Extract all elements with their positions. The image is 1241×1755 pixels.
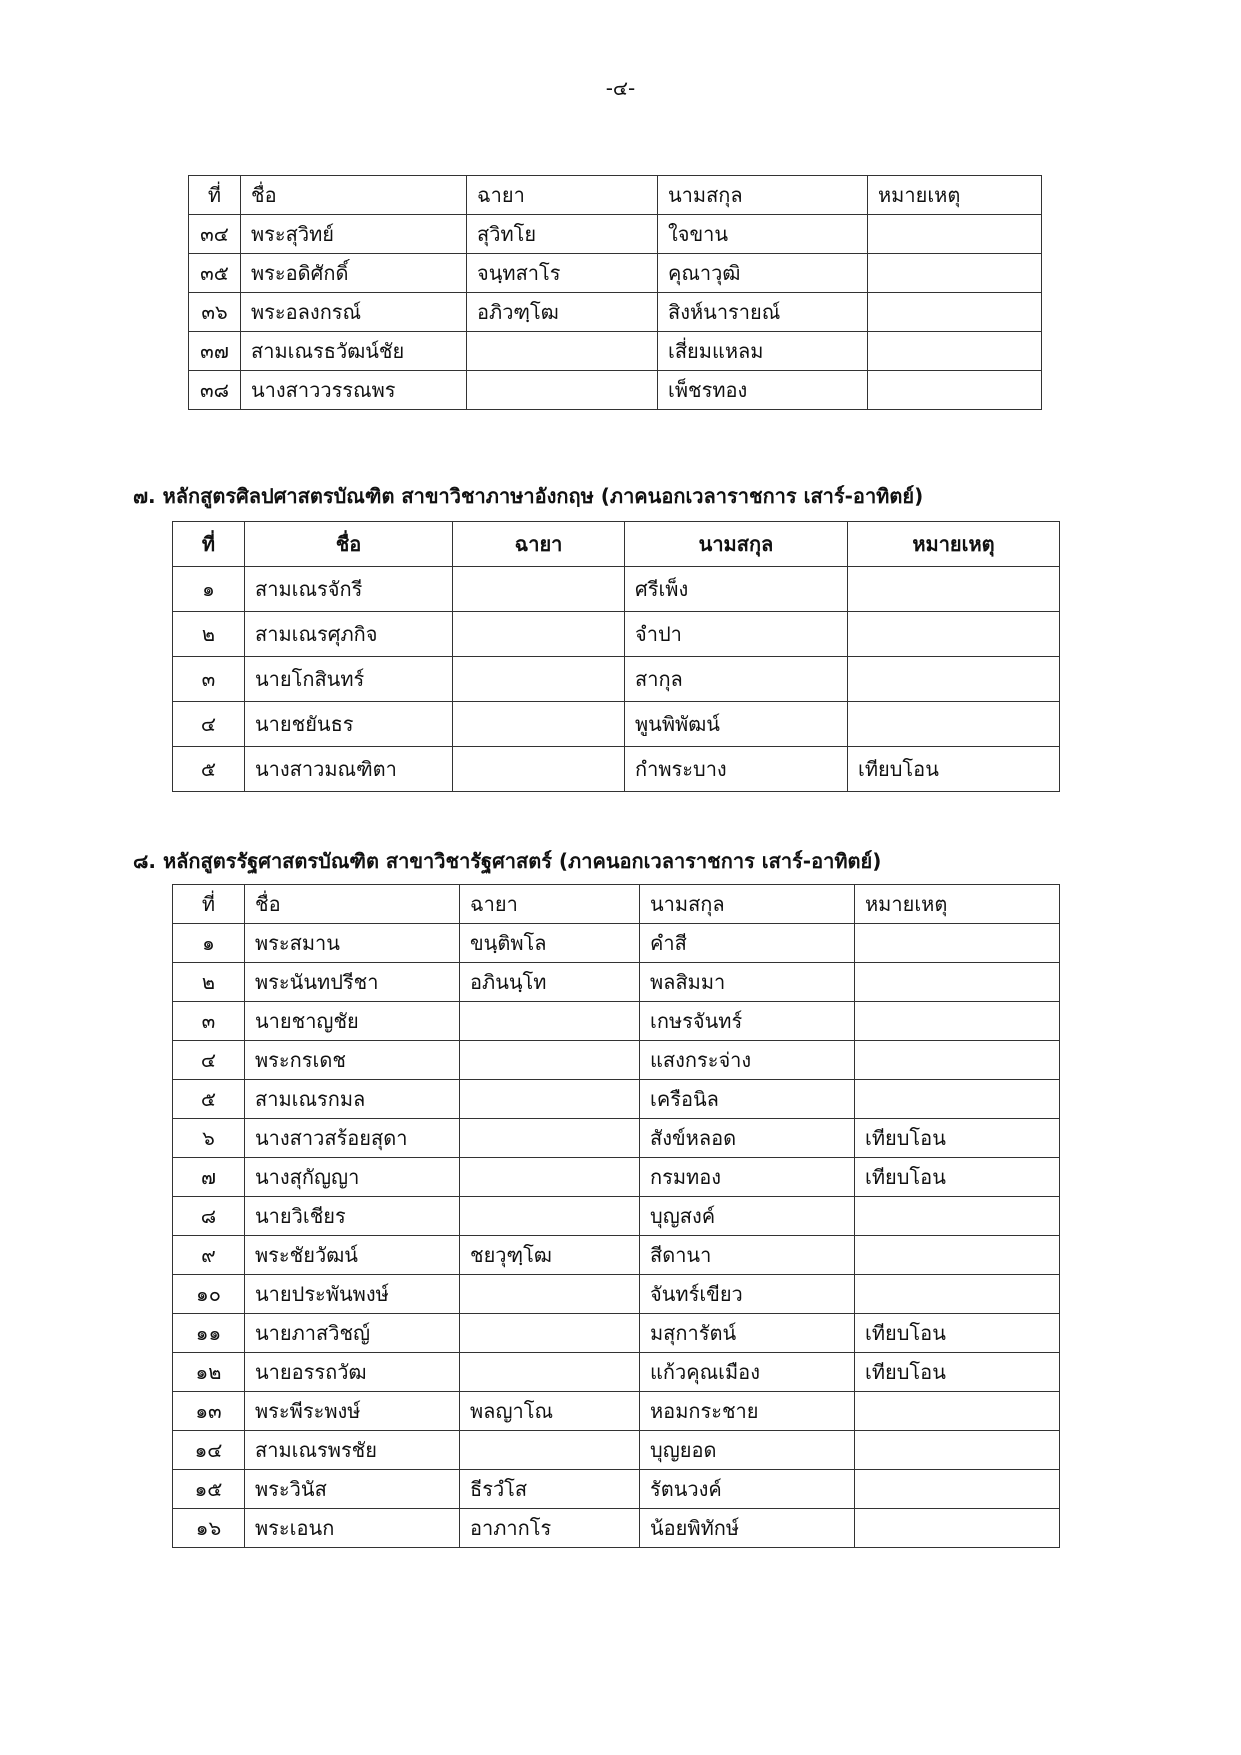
table-row (189, 293, 1042, 332)
cell-surname: แก้วคุณเมือง (640, 1353, 855, 1392)
cell-monastic-name (460, 1353, 640, 1392)
cell-monastic-name (467, 332, 658, 371)
table-row (189, 371, 1042, 410)
cell-number: ๓ (173, 657, 245, 702)
cell-monastic-name: พลญาโณ (460, 1392, 640, 1431)
cell-number: ๕ (173, 747, 245, 792)
table-row (173, 1470, 1060, 1509)
header-number: ที่ (189, 176, 241, 215)
cell-monastic-name (460, 1002, 640, 1041)
cell-remark: เทียบโอน (855, 1158, 1060, 1197)
cell-surname: พลสิมมา (640, 963, 855, 1002)
cell-number: ๔ (173, 702, 245, 747)
cell-monastic-name (453, 612, 625, 657)
header-remark: หมายเหตุ (868, 176, 1042, 215)
table-row (173, 747, 1060, 792)
cell-monastic-name (467, 371, 658, 410)
cell-monastic-name: อาภากโร (460, 1509, 640, 1548)
section-7-heading: ๗. หลักสูตรศิลปศาสตรบัณฑิต สาขาวิชาภาษาอังกฤษ (ภาคนอกเวลาราชการ เสาร์-อาทิตย์) (133, 484, 924, 508)
cell-number: ๘ (173, 1197, 245, 1236)
cell-remark (855, 1197, 1060, 1236)
cell-number: ๑ (173, 567, 245, 612)
table-english-program (172, 521, 1060, 792)
cell-number: ๓ (173, 1002, 245, 1041)
table-row (173, 567, 1060, 612)
cell-name: สามเณรจักรี (245, 567, 453, 612)
cell-number: ๑๕ (173, 1470, 245, 1509)
cell-name: นายชาญชัย (245, 1002, 460, 1041)
cell-surname: คำสี (640, 924, 855, 963)
cell-surname: เกษรจันทร์ (640, 1002, 855, 1041)
table-row (173, 1509, 1060, 1548)
table-row (173, 1236, 1060, 1275)
cell-remark (855, 1236, 1060, 1275)
page-number: -๔- (605, 76, 636, 100)
cell-remark (848, 702, 1060, 747)
cell-name: นายอรรถวัฒ (245, 1353, 460, 1392)
cell-remark (848, 567, 1060, 612)
cell-number: ๖ (173, 1119, 245, 1158)
cell-name: พระสุวิทย์ (241, 215, 467, 254)
cell-name: นายวิเชียร (245, 1197, 460, 1236)
cell-number: ๓๘ (189, 371, 241, 410)
cell-number: ๓๖ (189, 293, 241, 332)
cell-number: ๑๔ (173, 1431, 245, 1470)
section-8-heading: ๘. หลักสูตรรัฐศาสตรบัณฑิต สาขาวิชารัฐศาสตร์ (ภาคนอกเวลาราชการ เสาร์-อาทิตย์) (133, 849, 882, 873)
cell-monastic-name: จนฺทสาโร (467, 254, 658, 293)
cell-remark (868, 215, 1042, 254)
cell-name: พระชัยวัฒน์ (245, 1236, 460, 1275)
cell-surname: พูนพิพัฒน์ (625, 702, 848, 747)
table-row (173, 1080, 1060, 1119)
table-row (173, 1158, 1060, 1197)
table-row (189, 254, 1042, 293)
cell-remark (855, 963, 1060, 1002)
cell-number: ๒ (173, 612, 245, 657)
cell-number: ๓๕ (189, 254, 241, 293)
cell-name: นางสาววรรณพร (241, 371, 467, 410)
table-continued-list (188, 175, 1042, 410)
header-surname: นามสกุล (640, 885, 855, 924)
table-header-row (189, 176, 1042, 215)
cell-remark (868, 332, 1042, 371)
cell-surname: สากุล (625, 657, 848, 702)
cell-monastic-name (460, 1080, 640, 1119)
table-row (173, 1431, 1060, 1470)
cell-number: ๑๖ (173, 1509, 245, 1548)
cell-remark: เทียบโอน (855, 1119, 1060, 1158)
cell-remark: เทียบโอน (855, 1314, 1060, 1353)
cell-number: ๓๔ (189, 215, 241, 254)
cell-name: พระวินัส (245, 1470, 460, 1509)
header-monastic-name: ฉายา (467, 176, 658, 215)
header-number: ที่ (173, 522, 245, 567)
cell-name: พระพีระพงษ์ (245, 1392, 460, 1431)
cell-monastic-name: ขนฺติพโล (460, 924, 640, 963)
cell-surname: จันทร์เขียว (640, 1275, 855, 1314)
cell-name: สามเณรพรชัย (245, 1431, 460, 1470)
cell-name: นางสาวมณฑิตา (245, 747, 453, 792)
cell-number: ๙ (173, 1236, 245, 1275)
cell-remark (868, 293, 1042, 332)
cell-name: สามเณรศุภกิจ (245, 612, 453, 657)
cell-number: ๑ (173, 924, 245, 963)
cell-surname: ศรีเพ็ง (625, 567, 848, 612)
table-row (189, 332, 1042, 371)
cell-surname: มสุการัตน์ (640, 1314, 855, 1353)
cell-remark (868, 254, 1042, 293)
header-name: ชื่อ (245, 885, 460, 924)
cell-remark (868, 371, 1042, 410)
cell-remark: เทียบโอน (848, 747, 1060, 792)
cell-monastic-name (460, 1197, 640, 1236)
cell-surname: หอมกระชาย (640, 1392, 855, 1431)
cell-remark (848, 657, 1060, 702)
cell-number: ๗ (173, 1158, 245, 1197)
cell-number: ๑๓ (173, 1392, 245, 1431)
cell-surname: จำปา (625, 612, 848, 657)
cell-monastic-name (460, 1119, 640, 1158)
cell-surname: รัตนวงค์ (640, 1470, 855, 1509)
table-row (173, 1275, 1060, 1314)
cell-number: ๔ (173, 1041, 245, 1080)
cell-surname: บุญยอด (640, 1431, 855, 1470)
cell-number: ๑๑ (173, 1314, 245, 1353)
cell-name: พระสมาน (245, 924, 460, 963)
cell-number: ๒ (173, 963, 245, 1002)
cell-monastic-name: ชยวุฑฺโฒ (460, 1236, 640, 1275)
cell-surname: เสี่ยมแหลม (658, 332, 868, 371)
table-header-row (173, 522, 1060, 567)
cell-name: นางสาวสร้อยสุดา (245, 1119, 460, 1158)
cell-name: พระเอนก (245, 1509, 460, 1548)
cell-name: พระอลงกรณ์ (241, 293, 467, 332)
cell-surname: แสงกระจ่าง (640, 1041, 855, 1080)
cell-monastic-name (453, 567, 625, 612)
header-name: ชื่อ (245, 522, 453, 567)
cell-surname: สีดานา (640, 1236, 855, 1275)
table-row (173, 1119, 1060, 1158)
cell-name: พระกรเดช (245, 1041, 460, 1080)
cell-name: นางสุกัญญา (245, 1158, 460, 1197)
cell-number: ๑๐ (173, 1275, 245, 1314)
table-row (173, 612, 1060, 657)
table-header-row (173, 885, 1060, 924)
cell-surname: ใจขาน (658, 215, 868, 254)
cell-name: สามเณรกมล (245, 1080, 460, 1119)
cell-surname: น้อยพิทักษ์ (640, 1509, 855, 1548)
table-row (173, 1197, 1060, 1236)
table-row (173, 924, 1060, 963)
header-surname: นามสกุล (625, 522, 848, 567)
table-political-science-program (172, 884, 1060, 1548)
cell-remark (855, 1392, 1060, 1431)
table-row (173, 1392, 1060, 1431)
cell-name: นายประพันพงษ์ (245, 1275, 460, 1314)
table-row (173, 702, 1060, 747)
cell-remark: เทียบโอน (855, 1353, 1060, 1392)
header-number: ที่ (173, 885, 245, 924)
cell-remark (855, 1509, 1060, 1548)
cell-monastic-name: ธีรวํโส (460, 1470, 640, 1509)
cell-name: พระอดิศักดิ์ (241, 254, 467, 293)
cell-monastic-name (453, 747, 625, 792)
header-remark: หมายเหตุ (855, 885, 1060, 924)
cell-name: สามเณรธวัฒน์ชัย (241, 332, 467, 371)
cell-number: ๑๒ (173, 1353, 245, 1392)
cell-remark (848, 612, 1060, 657)
cell-name: พระนันทปรีชา (245, 963, 460, 1002)
header-remark: หมายเหตุ (848, 522, 1060, 567)
cell-surname: คุณาวุฒิ (658, 254, 868, 293)
cell-remark (855, 1275, 1060, 1314)
header-surname: นามสกุล (658, 176, 868, 215)
cell-monastic-name (460, 1041, 640, 1080)
cell-remark (855, 1002, 1060, 1041)
cell-name: นายภาสวิชญ์ (245, 1314, 460, 1353)
table-row (173, 1002, 1060, 1041)
cell-monastic-name (460, 1275, 640, 1314)
cell-name: นายชยันธร (245, 702, 453, 747)
cell-monastic-name (460, 1158, 640, 1197)
cell-monastic-name (453, 702, 625, 747)
table-row (189, 215, 1042, 254)
cell-surname: เครือนิล (640, 1080, 855, 1119)
table-row (173, 1314, 1060, 1353)
cell-monastic-name (460, 1431, 640, 1470)
cell-remark (855, 1470, 1060, 1509)
cell-surname: กรมทอง (640, 1158, 855, 1197)
table-row (173, 1041, 1060, 1080)
cell-remark (855, 924, 1060, 963)
cell-monastic-name: อภินนฺโท (460, 963, 640, 1002)
cell-remark (855, 1041, 1060, 1080)
cell-remark (855, 1080, 1060, 1119)
table-row (173, 657, 1060, 702)
table-row (173, 963, 1060, 1002)
cell-monastic-name: สุวิทโย (467, 215, 658, 254)
cell-name: นายโกสินทร์ (245, 657, 453, 702)
cell-surname: สังข์หลอด (640, 1119, 855, 1158)
cell-monastic-name (460, 1314, 640, 1353)
header-monastic-name: ฉายา (453, 522, 625, 567)
cell-monastic-name (453, 657, 625, 702)
cell-number: ๓๗ (189, 332, 241, 371)
cell-surname: บุญสงค์ (640, 1197, 855, 1236)
cell-number: ๕ (173, 1080, 245, 1119)
header-name: ชื่อ (241, 176, 467, 215)
table-row (173, 1353, 1060, 1392)
cell-surname: เพ็ชรทอง (658, 371, 868, 410)
cell-surname: สิงห์นารายณ์ (658, 293, 868, 332)
header-monastic-name: ฉายา (460, 885, 640, 924)
cell-monastic-name: อภิวฑฺโฒ (467, 293, 658, 332)
cell-surname: กำพระบาง (625, 747, 848, 792)
cell-remark (855, 1431, 1060, 1470)
